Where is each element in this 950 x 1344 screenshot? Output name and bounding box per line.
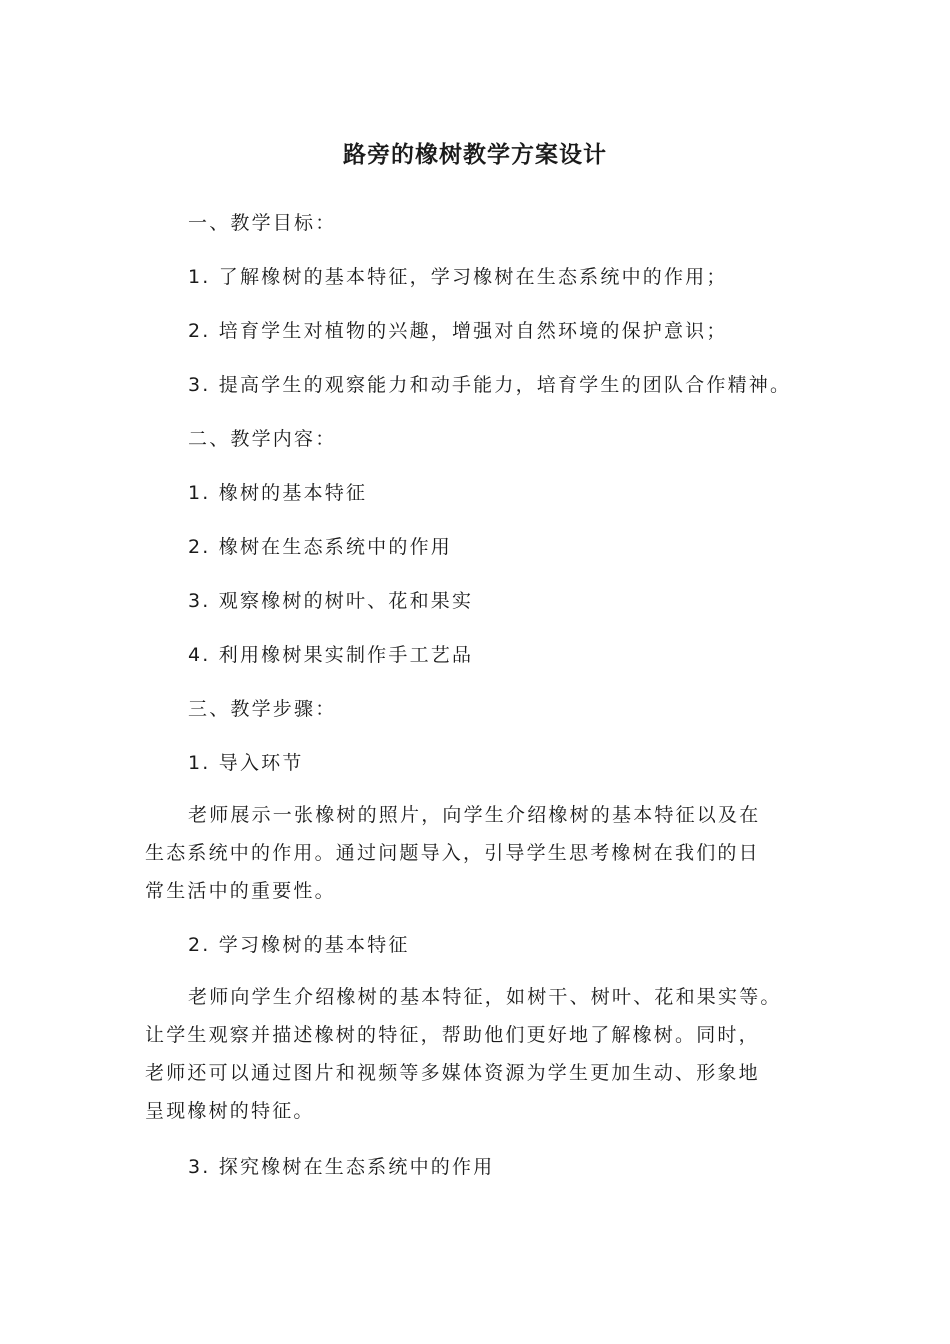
paragraph-line: 老师展示一张橡树的照片，向学生介绍橡树的基本特征以及在 (188, 804, 761, 826)
content-item-4: 4. 利用橡树果实制作手工艺品 (188, 644, 474, 666)
document-title: 路旁的橡树教学方案设计 (343, 142, 607, 168)
paragraph-line: 呈现橡树的特征。 (145, 1100, 315, 1122)
section-heading-steps: 三、教学步骤： (188, 698, 337, 720)
goal-item-3: 3. 提高学生的观察能力和动手能力，培育学生的团队合作精神。 (188, 374, 792, 396)
paragraph-line: 生态系统中的作用。通过问题导入，引导学生思考橡树在我们的日 (145, 842, 760, 864)
step-item-1: 1. 导入环节 (188, 752, 304, 774)
goal-item-2: 2. 培育学生对植物的兴趣，增强对自然环境的保护意识； (188, 320, 728, 342)
step-item-3: 3. 探究橡树在生态系统中的作用 (188, 1156, 495, 1178)
content-item-3: 3. 观察橡树的树叶、花和果实 (188, 590, 474, 612)
paragraph-intro (145, 796, 805, 910)
paragraph-line: 老师向学生介绍橡树的基本特征，如树干、树叶、花和果实等。 (188, 986, 782, 1008)
section-heading-goals: 一、教学目标： (188, 212, 337, 234)
paragraph-line: 老师还可以通过图片和视频等多媒体资源为学生更加生动、形象地 (145, 1062, 760, 1084)
paragraph-line: 让学生观察并描述橡树的特征，帮助他们更好地了解橡树。同时， (145, 1024, 760, 1046)
content-item-2: 2. 橡树在生态系统中的作用 (188, 536, 452, 558)
paragraph-line: 常生活中的重要性。 (145, 880, 336, 902)
step-item-2: 2. 学习橡树的基本特征 (188, 934, 410, 956)
section-heading-content: 二、教学内容： (188, 428, 337, 450)
goal-item-1: 1. 了解橡树的基本特征，学习橡树在生态系统中的作用； (188, 266, 728, 288)
content-item-1: 1. 橡树的基本特征 (188, 482, 368, 504)
paragraph-features (145, 978, 805, 1130)
